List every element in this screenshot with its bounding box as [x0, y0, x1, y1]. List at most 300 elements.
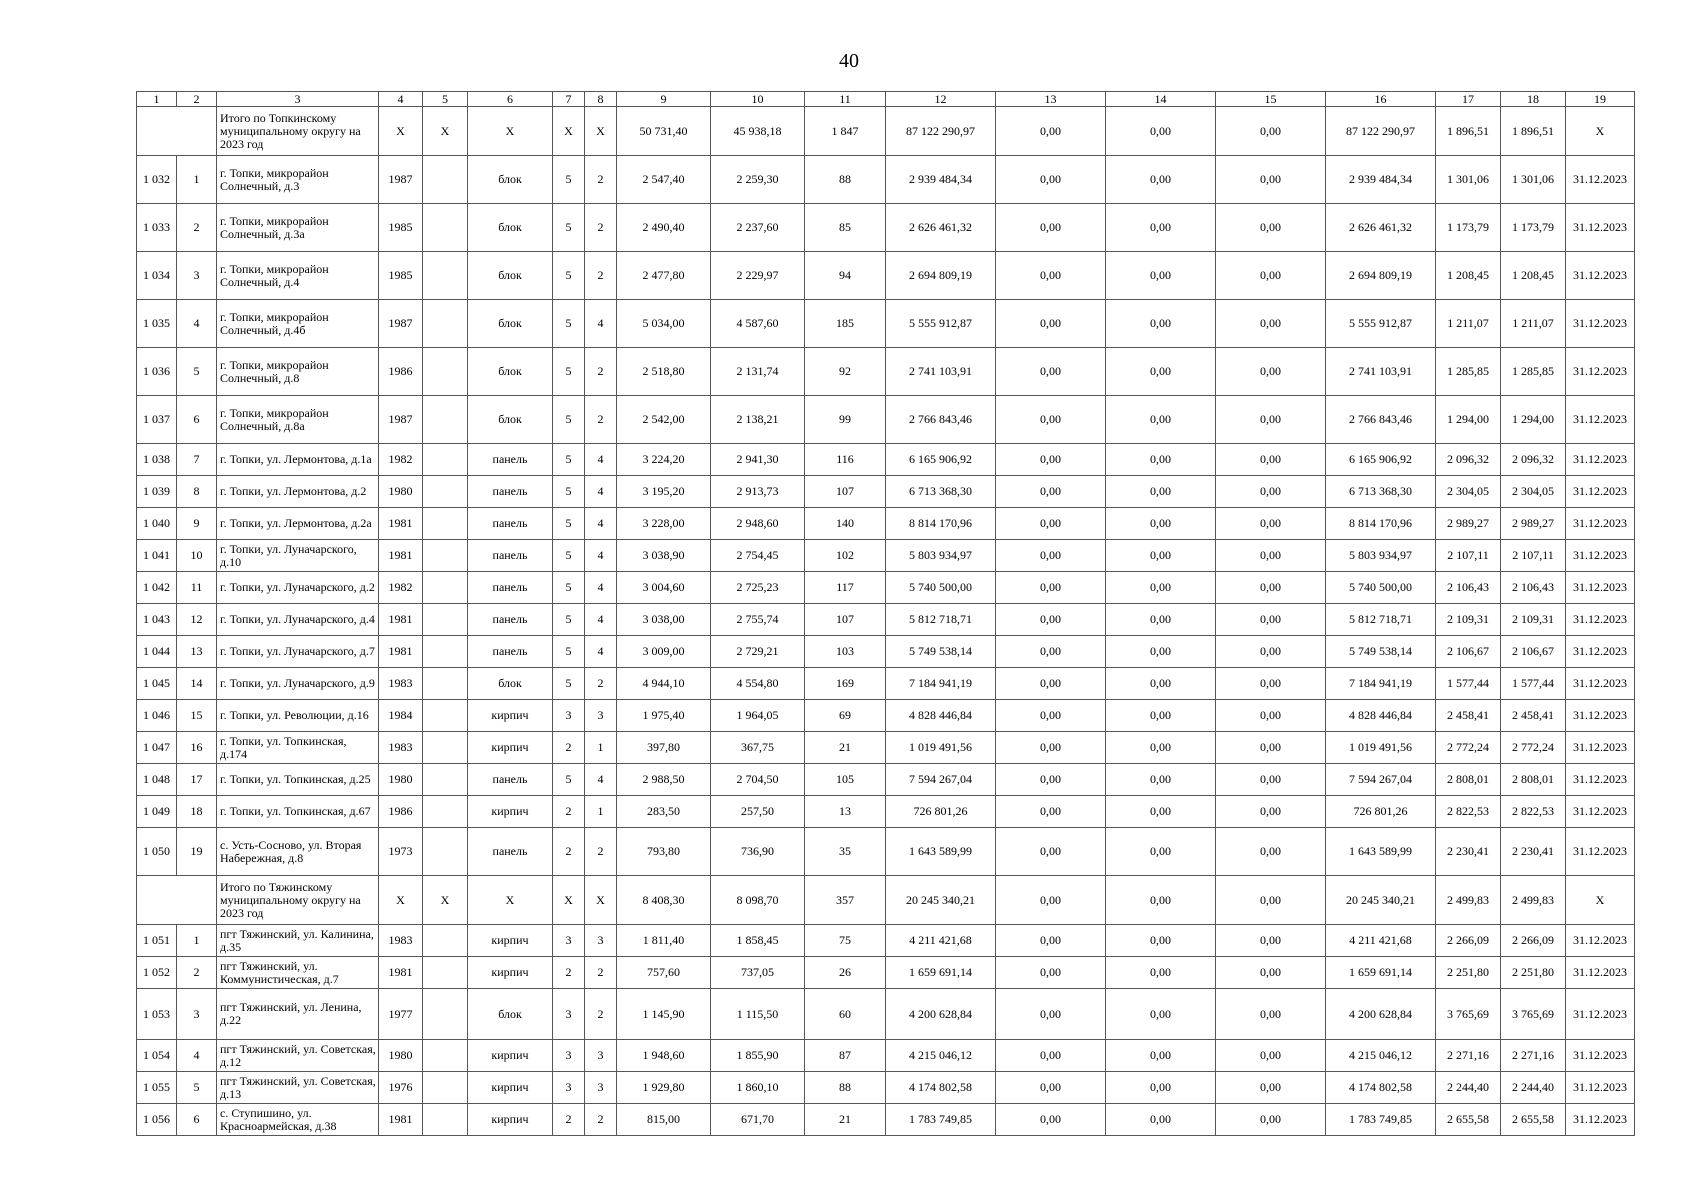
- table-row: [137, 796, 1635, 828]
- table-cell: 0,00: [996, 604, 1106, 636]
- table-cell: 2 106,67: [1436, 636, 1501, 668]
- table-cell: кирпич: [468, 1072, 553, 1104]
- table-row: [137, 604, 1635, 636]
- table-cell: [423, 764, 468, 796]
- table-cell: [137, 876, 217, 925]
- table-cell: [423, 252, 468, 300]
- table-cell: 1 301,06: [1501, 156, 1566, 204]
- table-cell: 0,00: [1106, 572, 1216, 604]
- table-cell: 0,00: [1216, 604, 1326, 636]
- address-cell: г. Топки, ул. Луначарского, д.4: [217, 604, 379, 636]
- table-cell: кирпич: [468, 732, 553, 764]
- table-cell: 0,00: [1216, 300, 1326, 348]
- table-cell: 0,00: [996, 668, 1106, 700]
- table-cell: 3 038,90: [617, 540, 711, 572]
- table-cell: 0,00: [1106, 107, 1216, 156]
- table-cell: 0,00: [1216, 156, 1326, 204]
- address-cell: г. Топки, микрорайон Солнечный, д.4б: [217, 300, 379, 348]
- table-cell: 2 766 843,46: [886, 396, 996, 444]
- table-cell: 2 772,24: [1501, 732, 1566, 764]
- table-cell: 2 271,16: [1501, 1040, 1566, 1072]
- table-cell: 1 043: [137, 604, 177, 636]
- table-cell: 1980: [379, 764, 423, 796]
- address-cell: пгт Тяжинский, ул. Коммунистическая, д.7: [217, 957, 379, 989]
- address-cell: г. Топки, ул. Топкинская, д.25: [217, 764, 379, 796]
- table-cell: 5: [177, 348, 217, 396]
- table-cell: 3: [553, 1040, 585, 1072]
- table-cell: [423, 668, 468, 700]
- table-cell: 2: [177, 957, 217, 989]
- table-cell: 0,00: [996, 476, 1106, 508]
- table-cell: 1985: [379, 204, 423, 252]
- table-cell: 2 490,40: [617, 204, 711, 252]
- table-cell: 1983: [379, 925, 423, 957]
- table-cell: 2 107,11: [1436, 540, 1501, 572]
- table-cell: 1 036: [137, 348, 177, 396]
- column-number: 3: [217, 92, 379, 107]
- table-cell: 0,00: [1106, 1104, 1216, 1136]
- table-cell: 1: [177, 925, 217, 957]
- table-cell: 3: [177, 252, 217, 300]
- table-cell: 117: [805, 572, 886, 604]
- table-row: [137, 572, 1635, 604]
- table-cell: 21: [805, 732, 886, 764]
- table-cell: 31.12.2023: [1566, 300, 1635, 348]
- table-cell: [423, 540, 468, 572]
- table-cell: 726 801,26: [1326, 796, 1436, 828]
- table-cell: 0,00: [996, 876, 1106, 925]
- table-cell: 1 577,44: [1436, 668, 1501, 700]
- table-cell: 2 266,09: [1501, 925, 1566, 957]
- table-cell: 2 251,80: [1436, 957, 1501, 989]
- table-cell: 88: [805, 1072, 886, 1104]
- table-cell: 1 208,45: [1501, 252, 1566, 300]
- table-cell: 6: [177, 1104, 217, 1136]
- table-cell: 2: [585, 828, 617, 876]
- table-cell: 31.12.2023: [1566, 252, 1635, 300]
- table-cell: 1 294,00: [1436, 396, 1501, 444]
- table-cell: 0,00: [1216, 700, 1326, 732]
- table-cell: 0,00: [996, 1104, 1106, 1136]
- page-number: 40: [839, 50, 859, 72]
- table-cell: 92: [805, 348, 886, 396]
- table-cell: 3: [585, 700, 617, 732]
- table-cell: 2 096,32: [1436, 444, 1501, 476]
- table-cell: 2 107,11: [1501, 540, 1566, 572]
- table-cell: 2 939 484,34: [1326, 156, 1436, 204]
- table-cell: 0,00: [996, 1072, 1106, 1104]
- table-cell: 2 772,24: [1436, 732, 1501, 764]
- table-cell: 3 038,00: [617, 604, 711, 636]
- table-cell: 85: [805, 204, 886, 252]
- table-cell: 1986: [379, 348, 423, 396]
- table-cell: 8 814 170,96: [1326, 508, 1436, 540]
- column-number: 14: [1106, 92, 1216, 107]
- table-cell: 31.12.2023: [1566, 925, 1635, 957]
- table-cell: 5: [553, 636, 585, 668]
- table-cell: 17: [177, 764, 217, 796]
- table-cell: 31.12.2023: [1566, 989, 1635, 1040]
- table-cell: 2 109,31: [1501, 604, 1566, 636]
- table-cell: [423, 204, 468, 252]
- column-number: 13: [996, 92, 1106, 107]
- table-cell: 1 659 691,14: [886, 957, 996, 989]
- table-cell: 4: [177, 1040, 217, 1072]
- table-cell: 87 122 290,97: [1326, 107, 1436, 156]
- table-cell: 169: [805, 668, 886, 700]
- address-cell: г. Топки, ул. Лермонтова, д.1а: [217, 444, 379, 476]
- table-cell: 6 165 906,92: [886, 444, 996, 476]
- table-cell: 69: [805, 700, 886, 732]
- table-cell: 2 244,40: [1436, 1072, 1501, 1104]
- table-cell: 0,00: [1216, 508, 1326, 540]
- table-cell: 1980: [379, 1040, 423, 1072]
- table-cell: 1 783 749,85: [886, 1104, 996, 1136]
- table-cell: 4: [585, 300, 617, 348]
- table-cell: кирпич: [468, 925, 553, 957]
- table-cell: 5 803 934,97: [1326, 540, 1436, 572]
- address-cell: г. Топки, ул. Революции, д.16: [217, 700, 379, 732]
- table-cell: 0,00: [1216, 668, 1326, 700]
- table-cell: 1 301,06: [1436, 156, 1501, 204]
- table-cell: 31.12.2023: [1566, 476, 1635, 508]
- table-cell: 2 913,73: [711, 476, 805, 508]
- table-cell: 2 499,83: [1501, 876, 1566, 925]
- table-cell: Х: [423, 107, 468, 156]
- table-cell: 5: [553, 540, 585, 572]
- total-row: [137, 876, 1635, 925]
- table-cell: 0,00: [996, 540, 1106, 572]
- table-cell: 20 245 340,21: [886, 876, 996, 925]
- table-row: [137, 396, 1635, 444]
- table-row: [137, 252, 1635, 300]
- table-row: [137, 668, 1635, 700]
- table-cell: 0,00: [1216, 957, 1326, 989]
- table-cell: 2 096,32: [1501, 444, 1566, 476]
- table-cell: 5: [553, 444, 585, 476]
- table-cell: 1 643 589,99: [1326, 828, 1436, 876]
- table-cell: 14: [177, 668, 217, 700]
- table-cell: [423, 1072, 468, 1104]
- table-cell: 20 245 340,21: [1326, 876, 1436, 925]
- table-cell: 0,00: [1216, 636, 1326, 668]
- table-cell: панель: [468, 508, 553, 540]
- table-cell: [423, 476, 468, 508]
- address-cell: г. Топки, микрорайон Солнечный, д.8а: [217, 396, 379, 444]
- table-cell: 31.12.2023: [1566, 508, 1635, 540]
- column-number: 7: [553, 92, 585, 107]
- table-cell: 1987: [379, 156, 423, 204]
- table-cell: 2 259,30: [711, 156, 805, 204]
- table-cell: 15: [177, 700, 217, 732]
- table-cell: Х: [585, 876, 617, 925]
- table-row: [137, 636, 1635, 668]
- table-cell: 6 713 368,30: [1326, 476, 1436, 508]
- table-cell: 0,00: [1106, 476, 1216, 508]
- table-cell: 0,00: [996, 764, 1106, 796]
- table-cell: 5 555 912,87: [1326, 300, 1436, 348]
- table-row: [137, 156, 1635, 204]
- table-cell: 26: [805, 957, 886, 989]
- table-cell: блок: [468, 300, 553, 348]
- column-number: 16: [1326, 92, 1436, 107]
- table-cell: 1 783 749,85: [1326, 1104, 1436, 1136]
- table-cell: блок: [468, 252, 553, 300]
- table-cell: 815,00: [617, 1104, 711, 1136]
- table-cell: 31.12.2023: [1566, 957, 1635, 989]
- table-cell: 1987: [379, 396, 423, 444]
- table-cell: 1 019 491,56: [1326, 732, 1436, 764]
- table-cell: 1977: [379, 989, 423, 1040]
- table-cell: 0,00: [1216, 764, 1326, 796]
- table-cell: 31.12.2023: [1566, 828, 1635, 876]
- table-cell: 2 251,80: [1501, 957, 1566, 989]
- table-cell: 3 004,60: [617, 572, 711, 604]
- table-cell: [423, 508, 468, 540]
- table-cell: 2 704,50: [711, 764, 805, 796]
- table-cell: 2 725,23: [711, 572, 805, 604]
- table-cell: Х: [468, 876, 553, 925]
- table-cell: 1 037: [137, 396, 177, 444]
- table-cell: 2 989,27: [1436, 508, 1501, 540]
- column-number: 15: [1216, 92, 1326, 107]
- table-cell: 1 049: [137, 796, 177, 828]
- table-cell: 31.12.2023: [1566, 204, 1635, 252]
- table-cell: [423, 1104, 468, 1136]
- table-cell: 1981: [379, 540, 423, 572]
- table-cell: 2: [585, 989, 617, 1040]
- table-cell: [423, 156, 468, 204]
- table-cell: 0,00: [1216, 989, 1326, 1040]
- table-cell: 1 050: [137, 828, 177, 876]
- table-cell: 6 165 906,92: [1326, 444, 1436, 476]
- table-cell: 2 822,53: [1501, 796, 1566, 828]
- table-cell: 736,90: [711, 828, 805, 876]
- table-cell: 0,00: [1216, 252, 1326, 300]
- table-cell: 31.12.2023: [1566, 604, 1635, 636]
- address-cell: г. Топки, ул. Луначарского, д.9: [217, 668, 379, 700]
- table-cell: 0,00: [996, 252, 1106, 300]
- table-cell: 31.12.2023: [1566, 1072, 1635, 1104]
- table-cell: 1983: [379, 732, 423, 764]
- table-cell: 2 941,30: [711, 444, 805, 476]
- table-cell: 5 740 500,00: [886, 572, 996, 604]
- table-cell: 4: [585, 572, 617, 604]
- table-cell: панель: [468, 540, 553, 572]
- table-cell: 0,00: [1106, 732, 1216, 764]
- column-number: 17: [1436, 92, 1501, 107]
- table-cell: 1973: [379, 828, 423, 876]
- table-cell: 4 174 802,58: [886, 1072, 996, 1104]
- table-row: [137, 508, 1635, 540]
- table-cell: 2: [585, 396, 617, 444]
- table-cell: [423, 989, 468, 1040]
- table-cell: 2: [553, 957, 585, 989]
- table-cell: 31.12.2023: [1566, 396, 1635, 444]
- table-cell: 1980: [379, 476, 423, 508]
- table-cell: 1 054: [137, 1040, 177, 1072]
- table-cell: 4 828 446,84: [1326, 700, 1436, 732]
- table-cell: 1981: [379, 636, 423, 668]
- table-cell: 757,60: [617, 957, 711, 989]
- table-cell: панель: [468, 444, 553, 476]
- table-cell: 2: [177, 204, 217, 252]
- table-cell: 2 741 103,91: [1326, 348, 1436, 396]
- table-cell: 5 749 538,14: [1326, 636, 1436, 668]
- table-cell: 0,00: [1216, 1104, 1326, 1136]
- table-cell: 12: [177, 604, 217, 636]
- table-cell: 1 039: [137, 476, 177, 508]
- table-cell: 0,00: [1106, 957, 1216, 989]
- table-cell: 16: [177, 732, 217, 764]
- table-cell: 1: [585, 796, 617, 828]
- table-cell: 107: [805, 476, 886, 508]
- table-cell: 0,00: [996, 348, 1106, 396]
- table-cell: 5: [177, 1072, 217, 1104]
- table-cell: 116: [805, 444, 886, 476]
- table-cell: Х: [553, 107, 585, 156]
- table-cell: 2 655,58: [1436, 1104, 1501, 1136]
- address-cell: г. Топки, микрорайон Солнечный, д.4: [217, 252, 379, 300]
- table-cell: 2 518,80: [617, 348, 711, 396]
- table-row: [137, 1104, 1635, 1136]
- table-cell: 3 224,20: [617, 444, 711, 476]
- table-cell: 185: [805, 300, 886, 348]
- table-cell: 1 115,50: [711, 989, 805, 1040]
- table-cell: 3 765,69: [1436, 989, 1501, 1040]
- table-cell: 0,00: [1106, 700, 1216, 732]
- table-cell: 1 855,90: [711, 1040, 805, 1072]
- column-number: 1: [137, 92, 177, 107]
- table-cell: 0,00: [1216, 925, 1326, 957]
- total-label: Итого по Топкинскому муниципальному округу на 2023 год: [217, 107, 379, 156]
- table-cell: 2 109,31: [1436, 604, 1501, 636]
- column-number: 9: [617, 92, 711, 107]
- address-cell: г. Топки, микрорайон Солнечный, д.3а: [217, 204, 379, 252]
- table-cell: 726 801,26: [886, 796, 996, 828]
- column-number: 11: [805, 92, 886, 107]
- table-cell: панель: [468, 764, 553, 796]
- table-row: [137, 300, 1635, 348]
- table-cell: 3: [177, 989, 217, 1040]
- table-cell: 1 975,40: [617, 700, 711, 732]
- column-number: 6: [468, 92, 553, 107]
- table-cell: 11: [177, 572, 217, 604]
- table-cell: 2 477,80: [617, 252, 711, 300]
- address-cell: г. Топки, ул. Лермонтова, д.2а: [217, 508, 379, 540]
- table-cell: 1 019 491,56: [886, 732, 996, 764]
- column-number: 8: [585, 92, 617, 107]
- table-cell: 8 098,70: [711, 876, 805, 925]
- table-cell: 2: [585, 204, 617, 252]
- table-row: [137, 957, 1635, 989]
- table-cell: 0,00: [1106, 1040, 1216, 1072]
- table-cell: 2: [585, 252, 617, 300]
- table-cell: 18: [177, 796, 217, 828]
- table-cell: 0,00: [996, 300, 1106, 348]
- table-cell: 0,00: [1216, 876, 1326, 925]
- table-cell: 0,00: [996, 107, 1106, 156]
- table-cell: 5: [553, 300, 585, 348]
- table-cell: кирпич: [468, 1104, 553, 1136]
- table-cell: 13: [177, 636, 217, 668]
- table-cell: 5: [553, 508, 585, 540]
- table-cell: 4: [585, 604, 617, 636]
- table-cell: панель: [468, 636, 553, 668]
- table-cell: 1 929,80: [617, 1072, 711, 1104]
- table-cell: 5 034,00: [617, 300, 711, 348]
- table-cell: 2 547,40: [617, 156, 711, 204]
- table-cell: 2 304,05: [1501, 476, 1566, 508]
- column-number: 19: [1566, 92, 1635, 107]
- table-cell: 5 749 538,14: [886, 636, 996, 668]
- table-cell: кирпич: [468, 700, 553, 732]
- table-cell: 0,00: [1106, 444, 1216, 476]
- table-cell: 4 828 446,84: [886, 700, 996, 732]
- table-cell: 1 577,44: [1501, 668, 1566, 700]
- table-cell: 2 106,43: [1436, 572, 1501, 604]
- table-cell: 1 896,51: [1501, 107, 1566, 156]
- table-cell: блок: [468, 348, 553, 396]
- table-cell: 4: [585, 476, 617, 508]
- table-cell: 1 173,79: [1501, 204, 1566, 252]
- table-cell: 60: [805, 989, 886, 1040]
- table-cell: 7: [177, 444, 217, 476]
- table-cell: 1 208,45: [1436, 252, 1501, 300]
- table-cell: 2 230,41: [1501, 828, 1566, 876]
- table-cell: 0,00: [1106, 300, 1216, 348]
- table-cell: 0,00: [1216, 396, 1326, 444]
- table-cell: 0,00: [996, 1040, 1106, 1072]
- table-cell: 31.12.2023: [1566, 540, 1635, 572]
- table-cell: 1 896,51: [1436, 107, 1501, 156]
- table-cell: 4 554,80: [711, 668, 805, 700]
- table-cell: 2 808,01: [1436, 764, 1501, 796]
- table-cell: 35: [805, 828, 886, 876]
- table-cell: 1 041: [137, 540, 177, 572]
- table-cell: 0,00: [996, 957, 1106, 989]
- table-cell: панель: [468, 476, 553, 508]
- table-cell: 5 740 500,00: [1326, 572, 1436, 604]
- address-cell: г. Топки, микрорайон Солнечный, д.8: [217, 348, 379, 396]
- table-cell: 2 754,45: [711, 540, 805, 572]
- table-cell: 1 047: [137, 732, 177, 764]
- address-cell: г. Топки, ул. Луначарского, д.2: [217, 572, 379, 604]
- table-cell: 5: [553, 156, 585, 204]
- housing-repair-table: [136, 91, 1635, 1136]
- table-cell: блок: [468, 989, 553, 1040]
- table-cell: 4: [585, 508, 617, 540]
- table-cell: [423, 925, 468, 957]
- table-cell: 4: [585, 540, 617, 572]
- table-cell: 2 939 484,34: [886, 156, 996, 204]
- table-cell: 0,00: [1106, 396, 1216, 444]
- table-cell: панель: [468, 572, 553, 604]
- table-cell: 2 755,74: [711, 604, 805, 636]
- table-cell: 3: [553, 700, 585, 732]
- table-cell: 0,00: [996, 444, 1106, 476]
- table-cell: 0,00: [1106, 668, 1216, 700]
- table-cell: 4 174 802,58: [1326, 1072, 1436, 1104]
- table-cell: 2 304,05: [1436, 476, 1501, 508]
- table-cell: 1983: [379, 668, 423, 700]
- table-cell: 102: [805, 540, 886, 572]
- table-cell: 1 053: [137, 989, 177, 1040]
- table-cell: 0,00: [996, 204, 1106, 252]
- table-cell: блок: [468, 668, 553, 700]
- table-cell: 3: [553, 925, 585, 957]
- table-cell: 0,00: [1216, 444, 1326, 476]
